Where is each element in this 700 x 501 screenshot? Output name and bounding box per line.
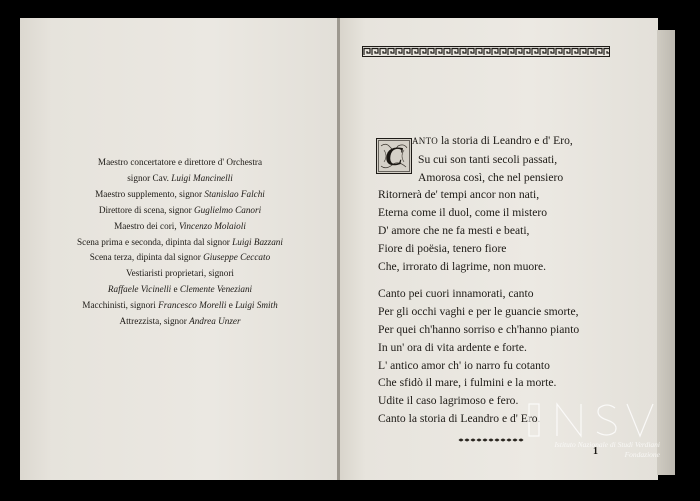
poem-verse: Amorosa così, che nel pensiero <box>418 170 564 184</box>
credit-line: Macchinisti, signori Francesco Morelli e Luigi Smith <box>82 300 278 311</box>
credit-line: Scena terza, dipinta dal signor Giuseppe Ceccato <box>89 252 271 263</box>
credit-line: Raffaele Vicinelli e Clemente Veneziani <box>107 284 253 295</box>
poem-verse: D' amore che ne fa mesti e beati, <box>378 223 530 237</box>
poem-verse: Per gli occhi vaghi e per le guancie smorte, <box>378 305 579 319</box>
insv-logo-icon <box>523 402 658 438</box>
institution-watermark <box>514 402 664 462</box>
svg-text:INSV: INSV <box>590 415 623 430</box>
watermark-line1: Istituto Nazionale di Studi Verdiani <box>554 440 660 449</box>
credit-line: Vestiaristi proprietari, signori <box>126 268 234 279</box>
initial-letter: C <box>385 142 403 171</box>
poem-verse: Canto pei cuori innamorati, canto <box>378 287 534 301</box>
credit-line: Attrezzista, signor Andrea Unzer <box>119 316 241 327</box>
page-number: 1 <box>593 446 598 457</box>
poem-verse: Fiore di poësia, tenero fiore <box>378 241 507 255</box>
poem-first-line: ANTO la storia di Leandro e d' Ero, <box>412 134 573 147</box>
poem-verse: Canto la storia di Leandro e d' Ero. <box>378 411 541 425</box>
credits-list <box>55 155 305 330</box>
credit-line: signor Cav. Luigi Mancinelli <box>127 172 233 183</box>
poem-verse: L' antico amor ch' io narro fu cotanto <box>378 358 550 372</box>
poem-verse: Che, irrorato di lagrime, non muore. <box>378 259 547 273</box>
watermark-line2: Fondazione <box>624 450 660 459</box>
credit-line: Direttore di scena, signor Guglielmo Canori <box>98 204 262 215</box>
greek-key-border <box>362 46 610 57</box>
credit-line: Maestro concertatore e direttore d' Orchestra <box>97 157 263 167</box>
credit-line: Scena prima e seconda, dipinta dal signor Luigi Bazzani <box>77 236 283 247</box>
poem-verse: In un' ora di vita ardente e forte. <box>378 340 527 354</box>
poem-verse: Su cui son tanti secoli passati, <box>418 152 558 166</box>
poem-verse: Ritornerà de' tempi ancor non nati, <box>378 188 540 202</box>
poem-verse: Eterna come il duol, come il mistero <box>378 206 548 220</box>
poem-verse: Per quei ch'hanno sorriso e ch'hanno pianto <box>378 322 580 336</box>
poem-verse: Udite il caso lagrimoso e fero. <box>378 394 519 408</box>
poem-verse: Che sfidò il mare, i fulmini e la morte. <box>378 376 557 390</box>
credit-line: Maestro dei cori, Vincenzo Molaioli <box>114 220 246 231</box>
credit-line: Maestro supplemento, signor Stanislao Falchi <box>95 188 265 199</box>
poem-text <box>378 132 648 428</box>
